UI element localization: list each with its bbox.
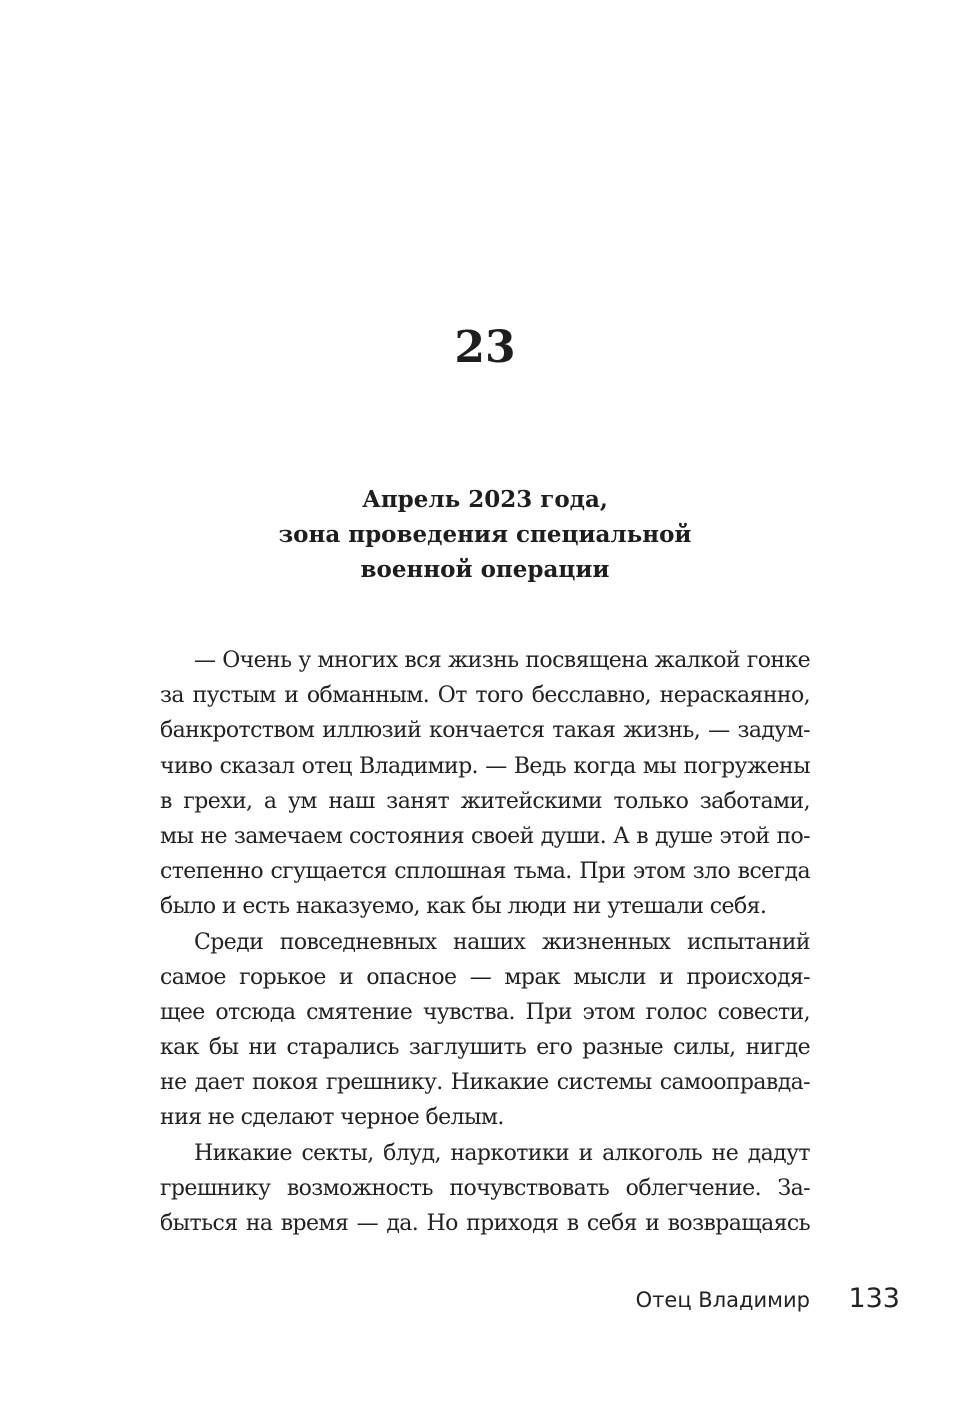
text-line: щее отсюда смятение чувства. При этом голос совести, — [160, 999, 810, 1025]
text-line: было и есть наказуемо, как бы люди ни утешали себя. — [160, 894, 767, 920]
text-line: банкротством иллюзий кончается такая жизнь, — задум- — [160, 718, 810, 744]
text-line: Никакие секты, блуд, наркотики и алкоголь не дадут — [194, 1140, 810, 1166]
text-line: в грехи, а ум наш занят житейскими только заботами, — [160, 788, 810, 814]
running-footer-author: Отец Владимир — [635, 1288, 810, 1312]
text-line: мы не замечаем состояния своей души. А в душе этой по- — [160, 823, 810, 849]
chapter-heading-line: зона проведения специальной — [278, 521, 692, 548]
chapter-heading — [160, 482, 810, 587]
chapter-number: 23 — [454, 322, 516, 373]
chapter-heading-line: Апрель 2023 года, — [362, 486, 608, 513]
chapter-heading-line: военной операции — [360, 556, 610, 583]
page-number: 133 — [848, 1283, 900, 1314]
text-line: не дает покоя грешнику. Никакие системы самооправда- — [160, 1070, 810, 1096]
text-line: чиво сказал отец Владимир. — Ведь когда мы погружены — [160, 753, 810, 779]
text-line: за пустым и обманным. От того бесславно, нераскаянно, — [160, 683, 810, 709]
paragraph — [160, 925, 810, 1136]
text-line: самое горькое и опасное — мрак мысли и происходя- — [160, 964, 810, 990]
text-line: как бы ни старались заглушить его разные силы, нигде — [160, 1035, 810, 1061]
text-line: степенно сгущается сплошная тьма. При этом зло всегда — [160, 859, 810, 885]
paragraph — [160, 643, 810, 925]
text-line: ния не сделают черное белым. — [160, 1105, 504, 1131]
text-line: — Очень у многих вся жизнь посвящена жалкой гонке — [194, 648, 810, 673]
paragraph — [160, 1136, 810, 1242]
body-text — [160, 643, 810, 1241]
text-line: Среди повседневных наших жизненных испытаний — [194, 929, 810, 955]
text-line: грешнику возможность почувствовать облегчение. За- — [160, 1175, 810, 1201]
text-line: быться на время — да. Но приходя в себя и возвращаясь — [160, 1211, 810, 1236]
